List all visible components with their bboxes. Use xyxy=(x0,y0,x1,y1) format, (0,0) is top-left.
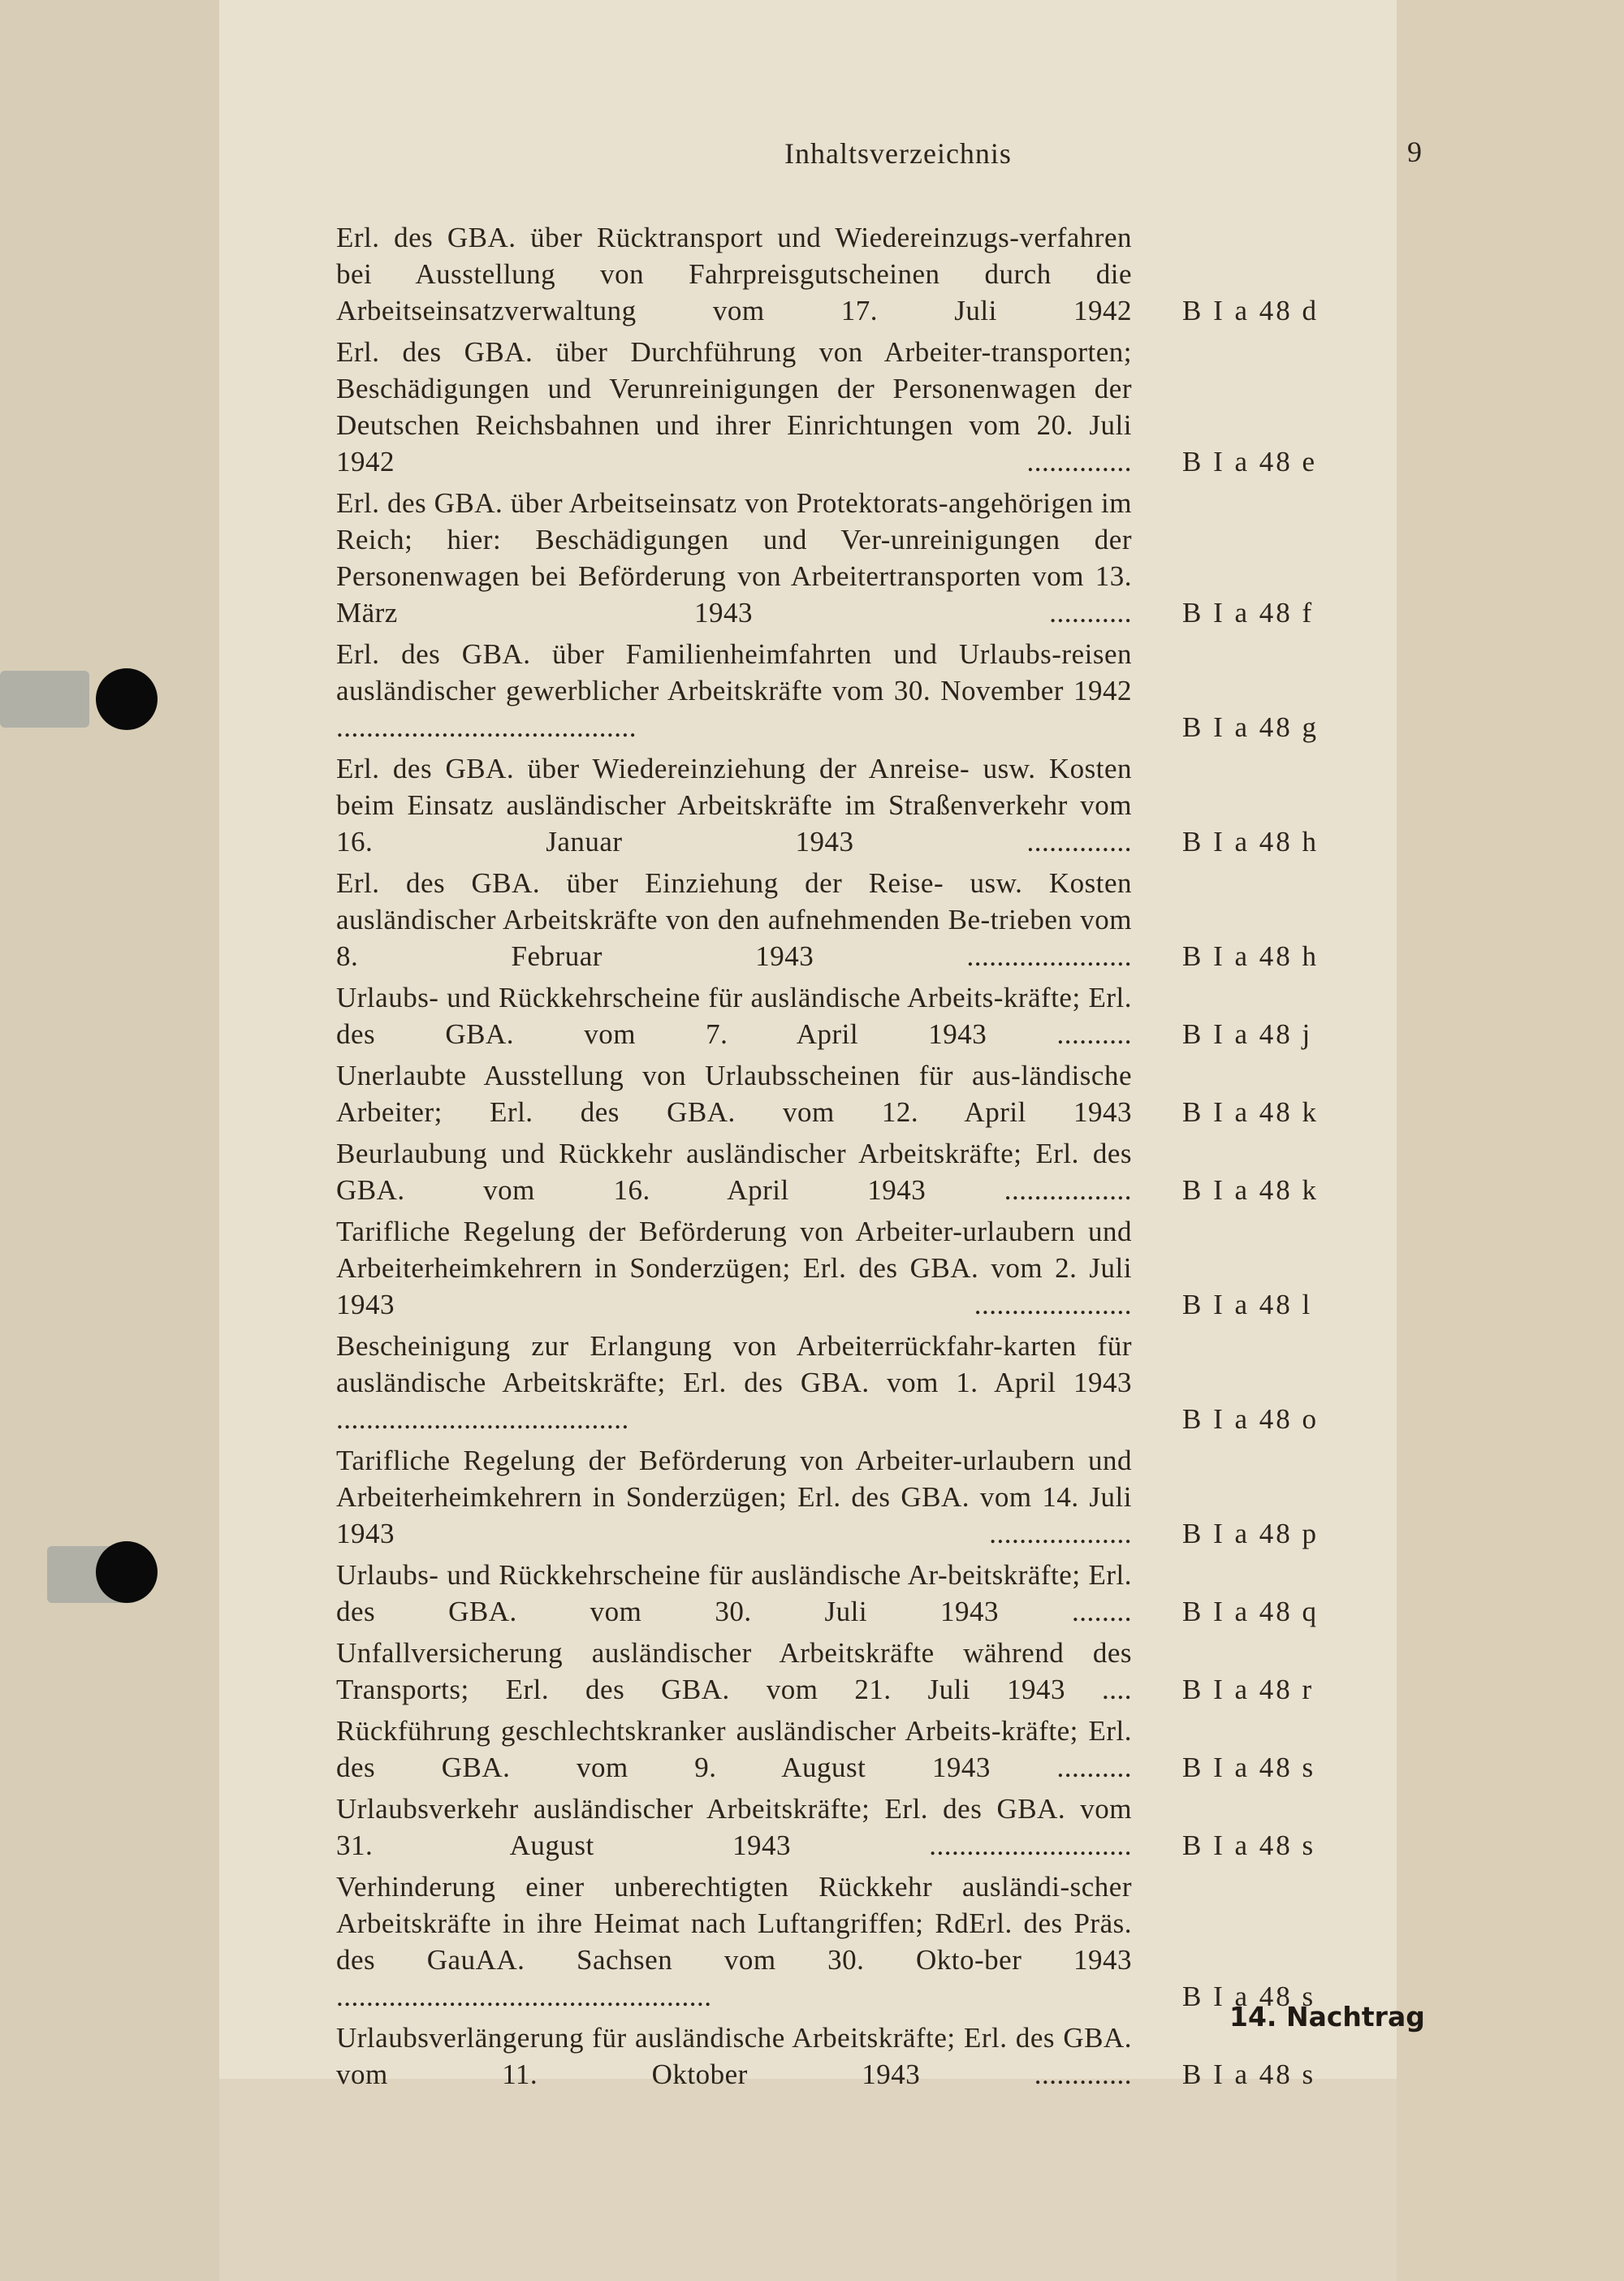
toc-entry-ref: B I a 48 e xyxy=(1182,446,1318,477)
toc-entry-ref: B I a 48 o xyxy=(1182,1403,1320,1435)
toc-entry xyxy=(336,865,1335,974)
punch-hole-lower xyxy=(96,1541,158,1603)
toc-entry-text: Erl. des GBA. über Rücktransport und Wiedereinzugs-verfahren bei Ausstellung von Fahrpreisgutscheinen durch die Arbeitseinsatzverwaltung vom 17. Juli 1942 xyxy=(336,222,1132,326)
toc-entry-text: Beurlaubung und Rückkehr ausländischer Arbeitskräfte; Erl. des GBA. vom 16. April 1943 ................. xyxy=(336,1138,1132,1206)
toc-entry-ref: B I a 48 h xyxy=(1182,826,1320,858)
toc-entry-text: Unfallversicherung ausländischer Arbeitskräfte während des Transports; Erl. des GBA. vom 21. Juli 1943 .... xyxy=(336,1637,1132,1705)
toc-entry-ref: B I a 48 f xyxy=(1182,597,1315,629)
toc-entry xyxy=(336,2020,1335,2093)
toc-entry xyxy=(336,334,1335,480)
toc-entry-ref: B I a 48 s xyxy=(1182,1830,1316,1861)
toc-entry-ref: B I a 48 d xyxy=(1182,295,1320,326)
toc-entry xyxy=(336,636,1335,745)
toc-entry-text: Urlaubsverkehr ausländischer Arbeitskräfte; Erl. des GBA. vom 31. August 1943 ........................... xyxy=(336,1793,1132,1861)
toc-entry-ref: B I a 48 l xyxy=(1182,1289,1313,1320)
toc-entry-ref: B I a 48 h xyxy=(1182,940,1320,972)
toc-entry-text: Erl. des GBA. über Wiedereinziehung der Anreise- usw. Kosten beim Einsatz ausländischer Arbeitskräfte im Straßenverkehr vom 16. Januar 1943 .............. xyxy=(336,753,1132,858)
toc-entry xyxy=(336,1213,1335,1323)
toc-entry-text: Erl. des GBA. über Arbeitseinsatz von Protektorats-angehörigen im Reich; hier: Beschädigungen und Ver-unreinigungen der Personenwagen bei Beförderung von Arbeitertransporten vom 13. März 1943 ........... xyxy=(336,487,1132,629)
toc-entry-ref: B I a 48 k xyxy=(1182,1174,1320,1206)
toc-entry-text: Tarifliche Regelung der Beförderung von Arbeiter-urlaubern und Arbeiterheimkehrern in Sonderzügen; Erl. des GBA. vom 2. Juli 1943 ..................... xyxy=(336,1216,1132,1320)
toc-entry-text: Erl. des GBA. über Durchführung von Arbeiter-transporten; Beschädigungen und Verunreinigungen der Personenwagen der Deutschen Reichsbahnen und ihrer Einrichtungen vom 20. Juli 1942 .............. xyxy=(336,336,1132,477)
toc-entry-ref: B I a 48 k xyxy=(1182,1096,1320,1128)
toc-entry-ref: B I a 48 p xyxy=(1182,1518,1320,1549)
toc-entry-text: Erl. des GBA. über Familienheimfahrten und Urlaubs-reisen ausländischer gewerblicher Arbeitskräfte vom 30. November 1942 ........................................ xyxy=(336,638,1132,743)
toc-entry xyxy=(336,750,1335,860)
toc-entry xyxy=(336,219,1335,329)
toc-entry xyxy=(336,1635,1335,1708)
toc-entry-ref: B I a 48 s xyxy=(1182,1981,1316,2012)
toc-entry-text: Rückführung geschlechtskranker ausländischer Arbeits-kräfte; Erl. des GBA. vom 9. August 1943 .......... xyxy=(336,1715,1132,1783)
toc-entry xyxy=(336,1328,1335,1437)
toc-entry xyxy=(336,1057,1335,1130)
toc-entry xyxy=(336,1135,1335,1208)
toc-entry-ref: B I a 48 j xyxy=(1182,1018,1313,1050)
toc-entry xyxy=(336,485,1335,631)
toc-entry-text: Urlaubs- und Rückkehrscheine für ausländische Ar-beitskräfte; Erl. des GBA. vom 30. Juli 1943 ........ xyxy=(336,1559,1132,1627)
toc-entry xyxy=(336,1713,1335,1786)
toc-entry-text: Urlaubs- und Rückkehrscheine für ausländische Arbeits-kräfte; Erl. des GBA. vom 7. April 1943 .......... xyxy=(336,982,1132,1050)
toc-entry-text: Bescheinigung zur Erlangung von Arbeiterrückfahr-karten für ausländische Arbeitskräfte; Erl. des GBA. vom 1. April 1943 ....................................... xyxy=(336,1330,1132,1435)
toc-entry-ref: B I a 48 q xyxy=(1182,1596,1320,1627)
toc-entry xyxy=(336,1557,1335,1630)
page-edge xyxy=(1397,0,1624,2281)
toc-entry-text: Verhinderung einer unberechtigten Rückkehr ausländi-scher Arbeitskräfte in ihre Heimat nach Luftangriffen; RdErl. des Präs. des GauAA. Sachsen vom 30. Okto-ber 1943 .................................................. xyxy=(336,1871,1132,2012)
toc-entry xyxy=(336,979,1335,1052)
toc-entry-ref: B I a 48 g xyxy=(1182,711,1320,743)
hole-shadow xyxy=(0,671,89,728)
toc-entry xyxy=(336,1791,1335,1864)
page-title: Inhaltsverzeichnis xyxy=(784,137,1012,170)
toc-entry-text: Urlaubsverlängerung für ausländische Arbeitskräfte; Erl. des GBA. vom 11. Oktober 1943 ............. xyxy=(336,2022,1132,2090)
toc-entry-text: Erl. des GBA. über Einziehung der Reise- usw. Kosten ausländischer Arbeitskräfte von den aufnehmenden Be-trieben vom 8. Februar 1943 ...................... xyxy=(336,867,1132,972)
toc-entry-ref: B I a 48 s xyxy=(1182,2059,1316,2090)
toc-entry-ref: B I a 48 s xyxy=(1182,1752,1316,1783)
toc-entry xyxy=(336,1442,1335,1552)
toc-entry xyxy=(336,1868,1335,2015)
toc-entry-ref: B I a 48 r xyxy=(1182,1674,1315,1705)
punch-hole-upper xyxy=(96,668,158,730)
toc-entry-text: Tarifliche Regelung der Beförderung von Arbeiter-urlaubern und Arbeiterheimkehrern in Sonderzügen; Erl. des GBA. vom 14. Juli 1943 ................... xyxy=(336,1445,1132,1549)
page-number: 9 xyxy=(1407,136,1422,168)
toc-entry-text: Unerlaubte Ausstellung von Urlaubsscheinen für aus-ländische Arbeiter; Erl. des GBA. vom 12. April 1943 xyxy=(336,1060,1132,1128)
supplement-label: 14. Nachtrag xyxy=(1229,2001,1425,2033)
page-bottom xyxy=(219,2079,1397,2281)
table-of-contents xyxy=(336,219,1335,2097)
